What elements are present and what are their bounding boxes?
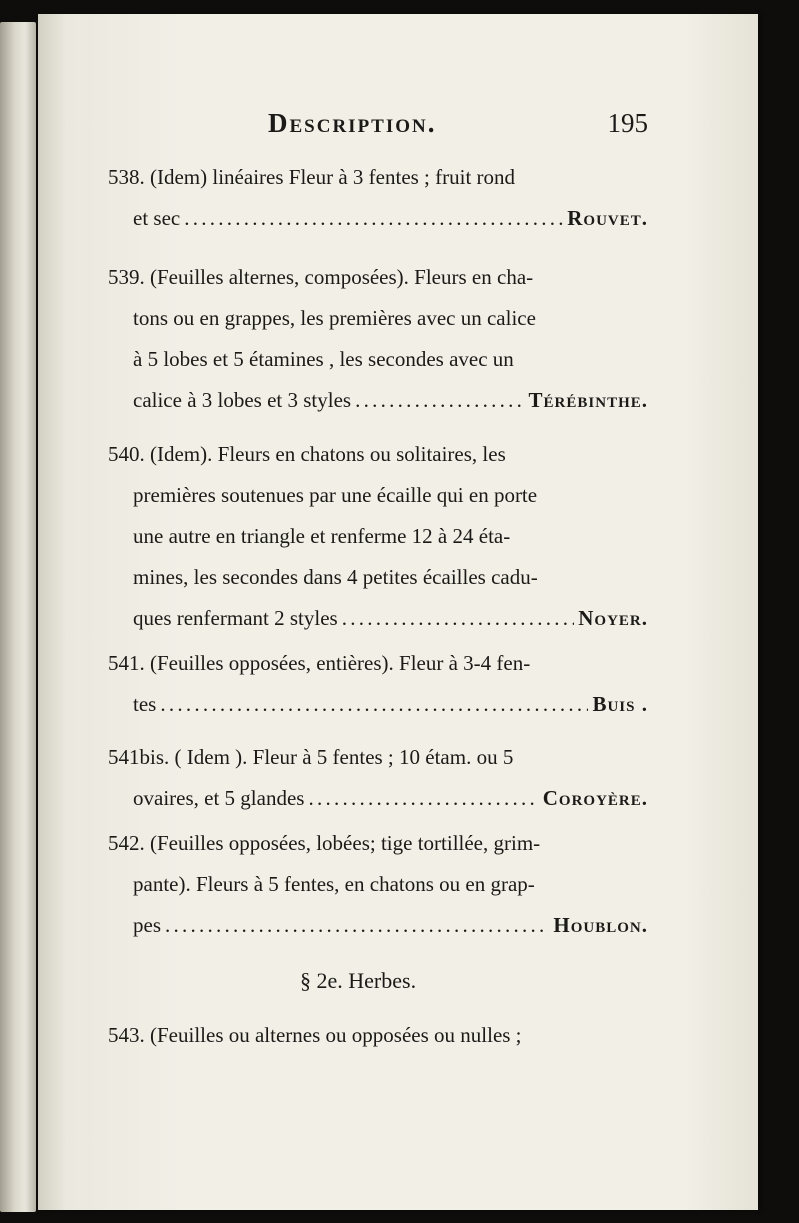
entry-538 <box>108 157 648 239</box>
entry-line: mines, les secondes dans 4 petites écailles cadu- <box>133 565 538 589</box>
entry-text: ovaires, et 5 glandes <box>133 786 305 810</box>
entry-line: 541. (Feuilles opposées, entières). Fleur à 3-4 fen- <box>108 651 531 675</box>
entry-line-final <box>108 198 648 239</box>
entry-text: et sec <box>133 206 181 230</box>
entry-line: une autre en triangle et renferme 12 à 24 éta- <box>133 524 511 548</box>
entry-line-final <box>108 598 648 639</box>
running-title: Description. <box>268 108 437 138</box>
facing-page-edge <box>0 22 36 1212</box>
entry-text: pes <box>133 913 161 937</box>
entry-line-final <box>108 778 648 819</box>
entry-line: premières soutenues par une écaille qui en porte <box>133 483 538 507</box>
entry-line: pante). Fleurs à 5 fentes, en chatons ou en grap- <box>133 872 535 896</box>
dot-leader <box>308 778 538 819</box>
page-number: 195 <box>607 108 648 138</box>
plant-name: Buis . <box>592 692 648 716</box>
section-heading: § 2e. Herbes. <box>300 968 417 993</box>
plant-name: Houblon. <box>553 913 648 937</box>
dot-leader <box>160 684 588 725</box>
plant-name: Noyer. <box>578 606 648 630</box>
entry-text: calice à 3 lobes et 3 styles <box>133 388 352 412</box>
entry-line-final <box>108 905 648 946</box>
entry-line: à 5 lobes et 5 étamines , les secondes avec un <box>133 347 514 371</box>
plant-name: Rouvet. <box>567 206 648 230</box>
entry-line: 539. (Feuilles alternes, composées). Fleurs en cha- <box>108 265 534 289</box>
entry-542 <box>108 823 648 946</box>
entry-line: 541bis. ( Idem ). Fleur à 5 fentes ; 10 étam. ou 5 <box>108 745 514 769</box>
dot-leader <box>342 598 575 639</box>
dot-leader <box>165 905 549 946</box>
dot-leader <box>355 380 524 421</box>
entry-539 <box>108 257 648 421</box>
entry-541-bis <box>108 737 648 819</box>
entry-line: 542. (Feuilles opposées, lobées; tige tortillée, grim- <box>108 831 541 855</box>
entry-text: ques renfermant 2 styles <box>133 606 338 630</box>
entry-text: tes <box>133 692 157 716</box>
entry-540 <box>108 434 648 639</box>
entry-543 <box>108 1015 648 1056</box>
entry-line: 538. (Idem) linéaires Fleur à 3 fentes ; fruit rond <box>108 165 516 189</box>
entry-line: tons ou en grappes, les premières avec un calice <box>133 306 536 330</box>
plant-name: Coroyère. <box>542 786 648 810</box>
running-header <box>268 108 648 142</box>
entry-line: 540. (Idem). Fleurs en chatons ou solitaires, les <box>108 442 506 466</box>
dot-leader <box>184 198 563 239</box>
entry-line: 543. (Feuilles ou alternes ou opposées ou nulles ; <box>108 1023 522 1047</box>
entry-line-final <box>108 380 648 421</box>
entry-541 <box>108 643 648 725</box>
entry-line-final <box>108 684 648 725</box>
plant-name: Térébinthe. <box>528 388 648 412</box>
